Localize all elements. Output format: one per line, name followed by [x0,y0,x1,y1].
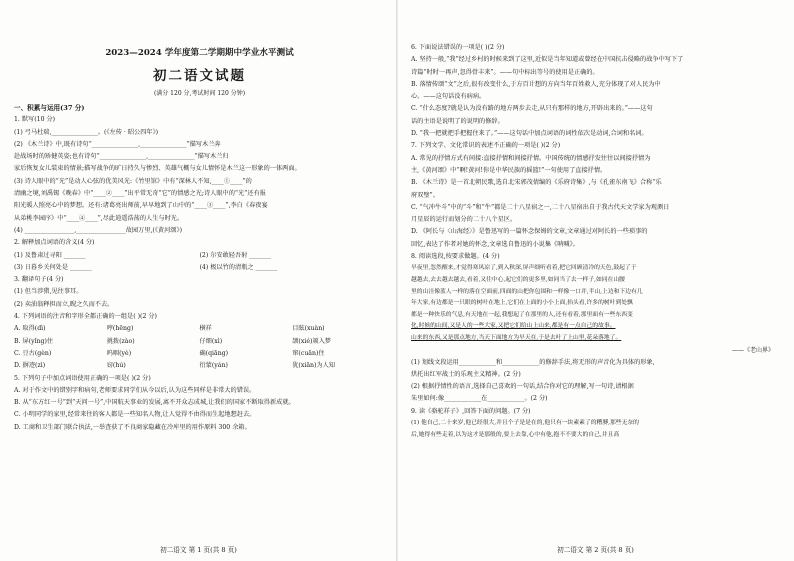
question-1-line: (1) 弓马杜瑞,_______________。(《左传 · 昭公四年》) [14,128,159,136]
question-7-line: 月星辰的运行而划分的二十八个星区。 [411,216,517,224]
question-6-line: 话的主语是说明了的说明的修辞。 [411,117,504,125]
question-6-line: 心。——这句话没有病病。 [411,93,486,101]
question-7-line: 主,《黄河颂》中“啊!黄河!你是中华民族的摇篮!”一句使用了直接抒情。 [411,166,607,174]
question-2-item: (2) 尔安敢轻吾射 _______ [199,251,271,259]
question-1-line: 赴战场时的矫健英姿;也有诗句“_______________,_______________”描写木兰归 [14,153,229,161]
exam-title: 初二语文试题 [153,68,246,84]
question-7-line: 回忆,表达了作者对她的怀念,文章选自鲁迅的小说集《呐喊》。 [411,240,579,248]
question-1-line: 家后恢复女儿装束的情景;描写战争的旷日持久与惨烈、英雄气概与女儿情怀是木兰这一形象的一体两面。 [14,165,301,173]
passage-line: 早夜里,忽然醒来,才觉得寒风凉了,到入秋深,屏声细听看着,把它回顾清冷的天色,鼓起了于 [411,265,637,272]
question-6-line: A. 坚持一般,“我”经过乡村的时候来到了这里,近似是当年知道或曾经在中国抗击侵略的战争中写下了 [411,56,684,64]
question-2-item: (1) 及鲁肃过寻阳 _______ [14,251,86,259]
question-6-line: 诗篇“时时一再声,忽得骨丰来”。——句中标出等号的使用是正确的。 [411,68,599,76]
option-cell: A. 取得(dì) [14,325,46,333]
option-cell: 颉(xié)颃入梦 [292,337,331,345]
option-cell: 挑拨(zào) [106,337,135,345]
question-7: 7. 下列文学、文化常识的表述不正确的一项是( )(2 分) [411,142,561,150]
option-cell: 呜咽(yè) [106,349,132,357]
question-1-line: 清幽之境,刘禹锡《晚春》中“____②____”出平常无奇“它”的情感之光;诗人眼中的“光”还有报 [14,190,266,198]
option-cell: 横祥 [199,325,212,333]
page-footer: 初二语文 第 2 页(共 8 页) [557,546,634,554]
question-6-line: B. 落情传颂“文”之后,很有改变什么,于方百计想的方向当年百姓救人,充分体现了对人民为中 [411,80,661,88]
question-5-option: D. 工商和卫生部门联合执法,一举查获了不良商家隐藏在冷库里的用作原料 300 余箱。 [14,423,251,431]
option-cell: 确(qiāng) [199,349,229,357]
option-row [14,336,385,348]
question-7-line: C. “气冲牛斗”中的“斗”和“牛”都是二十八星宿之一,二十八星宿出自于我古代天文学家为观测日 [411,203,670,211]
question-6-line: D. “我一把就把手把握住来了。”——这句话中加点词语的词性依次是动词,合词和名词。 [411,130,648,138]
question-5-option: A. 对于作文中的错别字和病句,老师要求同学们从今以后,认为这些同样是非常大的错误。 [14,386,256,394]
question-7-line: 府双璧”。 [411,191,439,199]
question-1-line: (3) 诗人眼中的“光”是动人心弦的优美风光:《竹里馆》中有“深林人不知,____①____”的 [14,177,252,185]
option-cell: 犹(xiān)为人知 [292,362,335,370]
question-9: 9. 读《骆驼祥子》,回答下面的问题。(7 分) [411,407,531,415]
question-2-item: (4) 极以竹的清瓶之 _______ [199,263,278,271]
option-cell: C. 豆古(gèn) [14,349,52,357]
option-cell: 衍蒙(yán) [199,362,228,370]
exam-subtitle: (满分 120 分,考试时间 120 分钟) [153,90,246,97]
question-6: 6. 下面说法错误的一项是( )(2 分) [411,44,505,51]
question-5-option: B. 从“东方红一号”到“天问一号”,中国航天事业的发展,离不开众志成城,让我们的国家不断取得新成就。 [14,399,295,407]
question-9-line: (1) 他自己,二十来岁,他已经很大,并且个子是是在的,他只有一块素素了的糟膊,那些无奈的 [411,419,639,426]
question-3-line: (2) 卖油翁释担而立,睨之久而不去。 [14,300,114,308]
option-row [14,360,385,372]
question-1-line: (4) ________________,________________故园万里,(《黄河颂》) [14,226,182,234]
option-cell: 窜(cuān)住 [292,349,325,357]
question-8-line: 烘托出红军战士的乐观主义精神。(2 分) [411,370,521,378]
question-9-line: 后,她得有些走着,以为这才是那般的,要上去靠,心中有他,抱不不要大的自己,并且高 [411,431,620,438]
question-3: 3. 翻译句子(4 分) [14,276,64,284]
question-2-item: (3) 日暮乡关何处是 _______ [14,263,92,271]
question-8-line: (2) 根据抒情性的语言,选择自己喜欢的一句话,结合你对它的理解,写一句诗,请根据 [411,383,634,391]
option-cell: 哼(hēng) [106,325,134,333]
question-8: 8. 阅读选段,按要求做题。(4 分) [411,253,500,261]
option-row [14,348,385,360]
passage-line-underlined: 山来的东西,又是那点地方,当天下面地方为早天在,于是去叶了上山里,花朵落地了。 [411,334,622,341]
passage-line-underlined: 化,时候的山间,又是人的一些大家,又把它们给山上山来,都是有一点自己的故事。 [411,323,616,330]
exam-header: 2023—2024 学年度第二学期期中学业水平测试 [105,48,294,58]
question-7-line: B. 《木兰诗》是一首北朝民歌,选自北宋郭茂倩编的《乐府诗集》,与《孔雀东南飞》合称“乐 [411,179,662,187]
page-footer: 初二语文 第 1 页(共 8 页) [160,546,237,554]
option-cell: 目眩(xuàn) [292,325,325,333]
question-1-line: 阳光暖人照亮心中的梦想。还有:诸葛亮出师前,早早地到了山中的“____③____”,李白《春夜宴 [14,202,268,210]
question-1-line: (2) 《木兰诗》中,既有诗句“_______________,_______________”描写木兰奔 [14,140,221,148]
question-7-line: A. 常见的抒情方式有间接:直接抒情和间接抒情。中国传统的情感抒发往往以间接抒情为 [411,154,651,162]
question-6-line: C. “什么态度?就是认为没有路的地方两步去走,从只有那样的地方,开辟出来的。”——这句 [411,105,653,113]
passage-line: 越越去,去去越去越去,看着,又往中心,起它们的更多里,如同当了去一样子,如同在山腰 [411,276,625,283]
option-cell: 仔细(xì) [199,337,223,345]
question-5: 5. 下列句子中加点词语使用正确的一项是( )(2 分) [14,374,151,382]
question-8-line: (1) 划线文段运用____________和____________的修辞手法,将无形的声音化为具体的形象, [411,358,655,366]
passage-source: ——《老山界》 [731,346,774,354]
question-1-line: 从弟桃李园序》中“____④____”,尽此逍遥浩荡的人生与时光。 [14,214,184,222]
option-row [14,323,385,335]
question-1: 1. 默写(10 分) [14,116,56,124]
question-2: 2. 解释加点词语的含义(4 分) [14,239,95,247]
passage-line: 年大家,有边都是一只眼的树叶在地上,它们在上面的小小上面,抬头看,许多的树叶到处飘 [411,300,633,307]
option-cell: B. 屏(yǐng)住 [14,337,54,345]
option-cell: 窃(hú) [106,362,126,370]
option-cell: D. 摒迹(zì) [14,362,46,370]
question-3-line: (1) 但当涉猎,见往事耳。 [14,288,83,296]
section-heading: 一、积累与运用(37 分) [14,104,85,112]
passage-line: 都是一种快乐的气息,有天地在一起,我想起了在那里的人,还有看着,那里面有一些东西变 [411,311,633,318]
passage-line: 里的山洼像蓝人一样的落在空面前,四面的山把你包围和一样像一口并,半山,上边和下边有几 [411,288,643,295]
question-4: 4. 下列词语的注音和字形全都正确的一组是( )(2 分) [14,313,157,321]
question-7-line: D. 《阿长与〈山海经〉》是鲁迅写的一篇怀念保姆的文章,文章通过对阿长的一些琐事的 [411,228,648,236]
question-8-line: 朱里如何:像____________在____________。(2 分) [411,395,548,403]
exam-page-2 [397,0,794,561]
question-5-option: C. 小明同学的家里,经常来往的客人都是一些知名人物,让人觉得不由得而生起地想赶去。 [14,411,256,419]
